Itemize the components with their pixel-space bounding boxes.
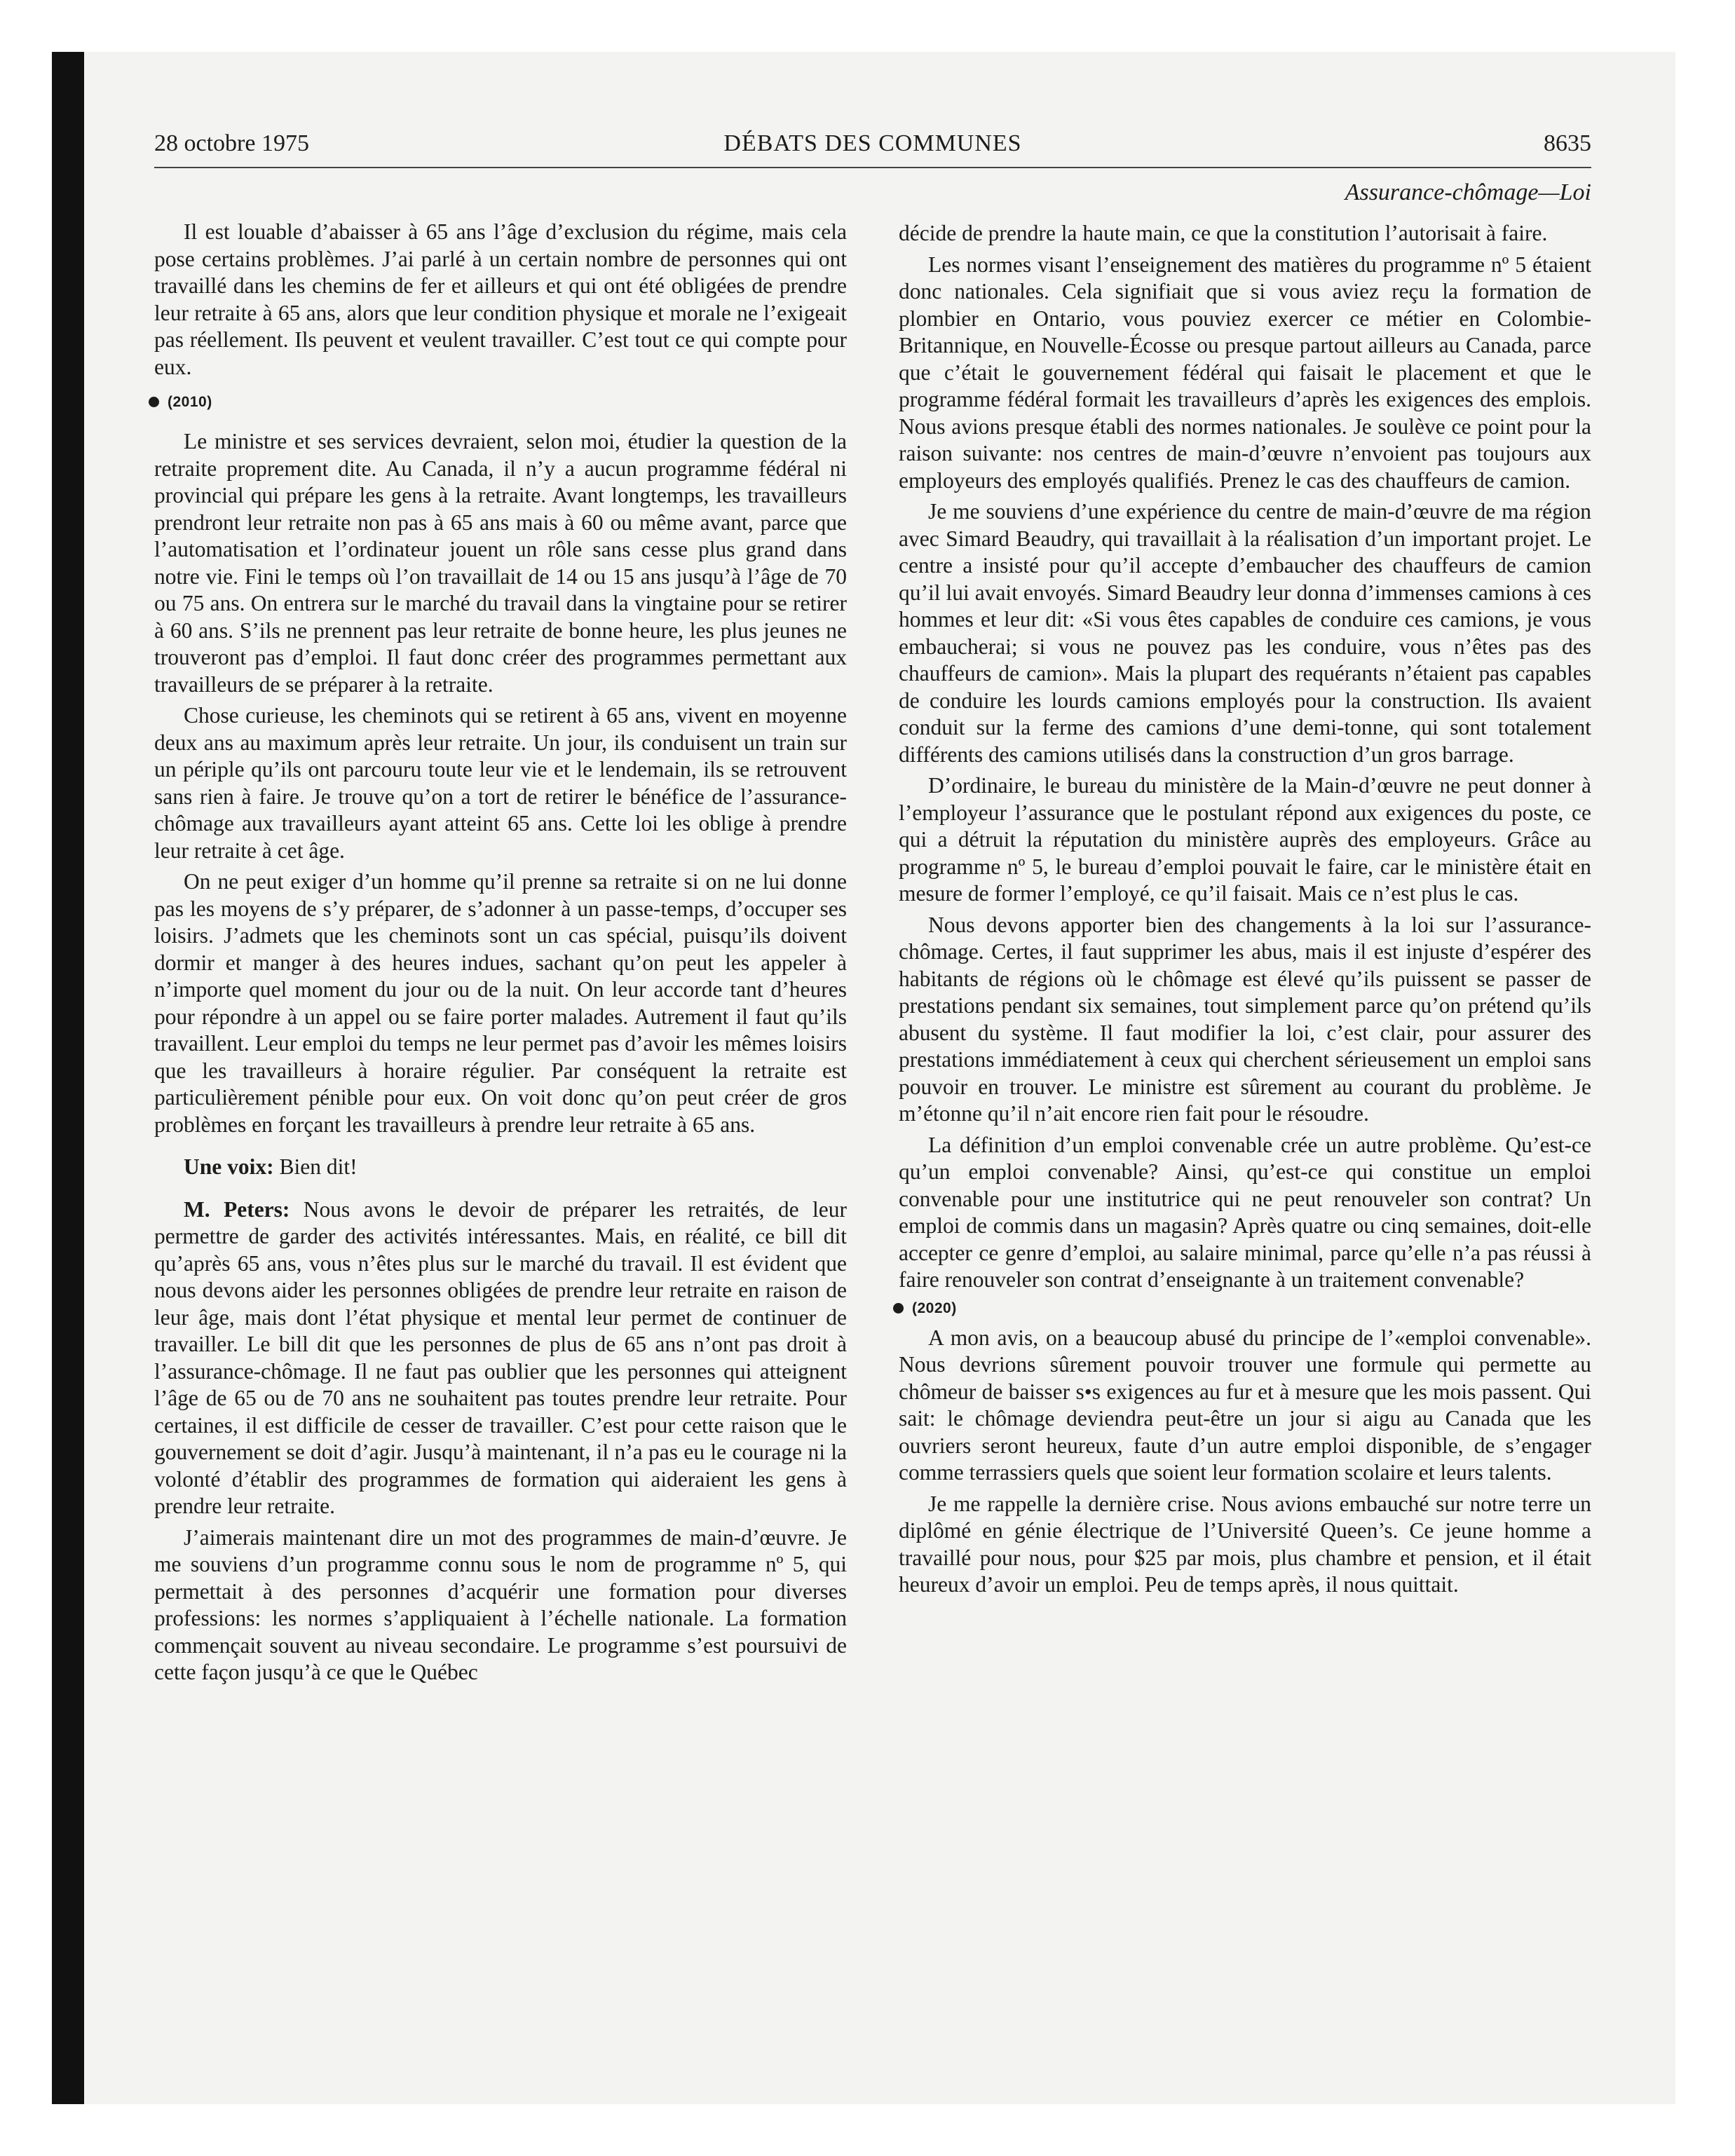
timestamp-text: (2020) [912,1299,957,1316]
left-column [154,219,847,1691]
header-date: 28 octobre 1975 [154,130,309,156]
paragraph: J’aimerais maintenant dire un mot des programmes de main-d’œuvre. Je me souviens d’un programme connu sous le nom de programme nº 5, qui permettait à des personnes d’acquérir une formation pour diverses professions: les normes s’appliquaient à l’échelle nationale. La formation commençait souvent au niveau secondaire. Le programme s’est poursuivi de cette façon jusqu’à ce que le Québec [154,1524,847,1684]
paragraph: D’ordinaire, le bureau du ministère de la Main-d’œuvre ne peut donner à l’employeur l’assurance que le postulant répond aux exigences du poste, ce qui a détruit la réputation du ministère auprès des employeurs. Grâce au programme nº 5, le bureau d’emploi pouvait le faire, car le ministère était en mesure de former l’employé, ce qu’il faisait. Mais ce n’est plus le cas. [899,773,1591,906]
speech-paragraph [154,1196,847,1520]
paragraph-continued: décide de prendre la haute main, ce que la constitution l’autorisait à faire. [899,221,1548,245]
paragraph: On ne peut exiger d’un homme qu’il prenne sa retraite si on ne lui donne pas les moyens de s’y préparer, de s’adonner à un passe-temps, d’occuper ses loisirs. J’admets que les cheminots sont un cas spécial, puisqu’ils doivent dormir et manger à des heures indues, sachant qu’on peut les appeler à n’importe quel moment du jour ou de la nuit. On leur accorde tant d’heures pour répondre à un appel ou se faire porter malades. Autrement il faut qu’ils travaillent. Leur emploi du temps ne leur permet pas d’avoir les mêmes loisirs que les travailleurs à horaire régulier. Par conséquent la retraite est particulièrement pénible pour eux. On voit donc qu’on peut créer de gros problèmes en forçant les travailleurs à prendre leur retraite à 65 ans. [154,869,847,1137]
header-publication-title: DÉBATS DES COMMUNES [723,130,1022,156]
paragraph: Je me souviens d’une expérience du centre de main-d’œuvre de ma région avec Simard Beaudry, qui travaillait à la réalisation d’un important projet. Le centre a insisté pour qu’il accepte d’embaucher des chauffeurs de camion qu’il lui avait envoyés. Simard Beaudry leur donna d’immenses camions à ces hommes et leur dit: «Si vous êtes capables de conduire ces camions, je vous embaucherai; si vous ne pouvez pas les conduire, vous n’êtes pas des chauffeurs de camion». Mais la plupart des requérants n’étaient pas capables de conduire les lourds camions employés pour la construction. Ils avaient conduit sur la ferme des camions d’une demi-tonne, qui sont totalement différents des camions utilisés dans la construction d’un gros barrage. [899,499,1591,767]
timestamp-marker [149,392,847,413]
right-column [899,220,1591,1603]
paragraph: Je me rappelle la dernière crise. Nous avions embauché sur notre terre un diplômé en génie électrique de l’Université Queen’s. Ce jeune homme a travaillé pour nous, pour $25 par mois, plus chambre et pension, et il était heureux d’avoir un emploi. Peu de temps après, il nous quittait. [899,1491,1591,1597]
running-head: Assurance-chômage—Loi [1345,179,1591,205]
page-header [154,130,1591,167]
paragraph: Nous devons apporter bien des changements à la loi sur l’assurance-chômage. Certes, il faut supprimer les abus, mais il est injuste d’espérer des habitants de régions où le chômage est élevé qu’ils puissent se passer de prestations pendant six semaines, tout simplement parce qu’on prétend qu’ils abusent du système. Il faut modifier la loi, c’est clair, pour assurer des prestations immédiatement à ceux qui cherchent sérieusement un emploi sans pouvoir en trouver. Le ministre est sûrement au courant du problème. Je m’étonne qu’il n’ait encore rien fait pour le résoudre. [899,912,1591,1126]
speaker-name: Une voix: [184,1154,274,1179]
paragraph: Chose curieuse, les cheminots qui se retirent à 65 ans, vivent en moyenne deux ans au maximum après leur retraite. Un jour, ils conduisent un train sur un périple qu’ils ont parcouru toute leur vie et le lendemain, ils se retrouvent sans rien à faire. Je trouve qu’on a tort de retirer le bénéfice de l’assurance-chômage aux travailleurs ayant atteint 65 ans. Cette loi les oblige à prendre leur retraite à cet âge. [154,703,847,863]
speech-text: Nous avons le devoir de préparer les retraités, de leur permettre de garder des activités intéressantes. Mais, en réalité, ce bill dit qu’après 65 ans, vous n’êtes plus sur le marché du travail. Il est évident que nous devons aider les personnes obligées de prendre leur retraite en raison de leur âge, mais dont l’état physique et mental leur permet de continuer de travailler. Le bill dit que les personnes de plus de 65 ans n’ont pas droit à l’assurance-chômage. Il ne faut pas oublier que les personnes qui atteignent l’âge de 65 ou de 70 ans ne souhaitent pas toutes prendre leur retraite. Pour certaines, il est difficile de cesser de travailler. C’est pour cette raison que le gouvernement se doit d’agir. Jusqu’à maintenant, il n’a pas eu le courage ni la volonté d’établir des programmes de formation qui aideraient les gens à prendre leur retraite. [154,1196,847,1518]
speech-paragraph [154,1154,847,1181]
header-rule [154,167,1591,168]
paragraph: La définition d’un emploi convenable crée un autre problème. Qu’est-ce qu’un emploi convenable? Ainsi, qu’est-ce qui constitue un emploi convenable pour une institutrice qui ne peut renouveler son contrat? Un emploi de commis dans un magasin? Après quatre ou cinq semaines, doit-elle accepter ce genre d’emploi, au salaire minimal, parce qu’elle n’a pas réussi à faire renouveler son contrat d’enseignante à un traitement convenable? [899,1132,1591,1292]
paragraph: Le ministre et ses services devraient, selon moi, étudier la question de la retraite proprement dite. Au Canada, il n’y a aucun programme fédéral ni provincial qui prépare les gens à la retraite. Avant longtemps, les travailleurs prendront leur retraite non pas à 65 ans mais à 60 ou même avant, parce que l’automatisation et l’ordinateur jouent un rôle sans cesse plus grand dans notre vie. Fini le temps où l’on travaillait de 14 ou 15 ans jusqu’à l’âge de 70 ou 75 ans. On entrera sur le marché du travail dans la vingtaine pour se retirer à 60 ans. S’ils ne prennent pas leur retraite de bonne heure, les plus jeunes ne trouveront pas d’emploi. Il faut donc créer des programmes permettant aux travailleurs de se préparer à la retraite. [154,429,847,697]
bullet-icon [149,397,159,407]
scan-binding-edge [52,52,84,2104]
paragraph: Il est louable d’abaisser à 65 ans l’âge d’exclusion du régime, mais cela pose certains problèmes. J’ai parlé à un certain nombre de personnes qui ont travaillé dans les chemins de fer et ailleurs et qui ont été obligées de prendre leur retraite à 65 ans, alors que leur condition physique et morale ne l’exigeait pas réellement. Ils peuvent et veulent travailler. C’est tout ce qui compte pour eux. [154,219,847,379]
speech-text: Bien dit! [279,1154,358,1179]
paragraph: A mon avis, on a beaucoup abusé du principe de l’«emploi convenable». Nous devrions sûrement pouvoir trouver une formule qui permette au chômeur de baisser s•s exigences au fur et à mesure que les mois passent. Qui sait: le chômage deviendra peut-être un jour si aigu au Canada que les ouvriers seront heureux, faute d’un autre emploi disponible, de s’engager comme terrassiers quels que soient leur formation scolaire et leurs talents. [899,1325,1591,1485]
speaker-name: M. Peters: [184,1196,290,1222]
bullet-icon [893,1303,904,1314]
header-page-number: 8635 [1544,130,1591,156]
timestamp-marker [893,1298,1591,1319]
timestamp-text: (2010) [168,394,212,410]
paragraph: Les normes visant l’enseignement des matières du programme nº 5 étaient donc nationales. Cela signifiait que si vous aviez reçu la formation de plombier en Ontario, vous pouviez exercer ce métier en Colombie-Britannique, en Nouvelle-Écosse ou presque partout ailleurs au Canada, parce que c’était le gouvernement fédéral qui faisait le placement et que le programme fédéral formait les travailleurs d’après les exigences des emplois. Nous avions presque établi des normes nationales. Je soulève ce point pour la raison suivante: nos centres de main-d’œuvre n’envoient pas toujours aux employeurs des employés qualifiés. Prenez le cas des chauffeurs de camion. [899,252,1591,493]
